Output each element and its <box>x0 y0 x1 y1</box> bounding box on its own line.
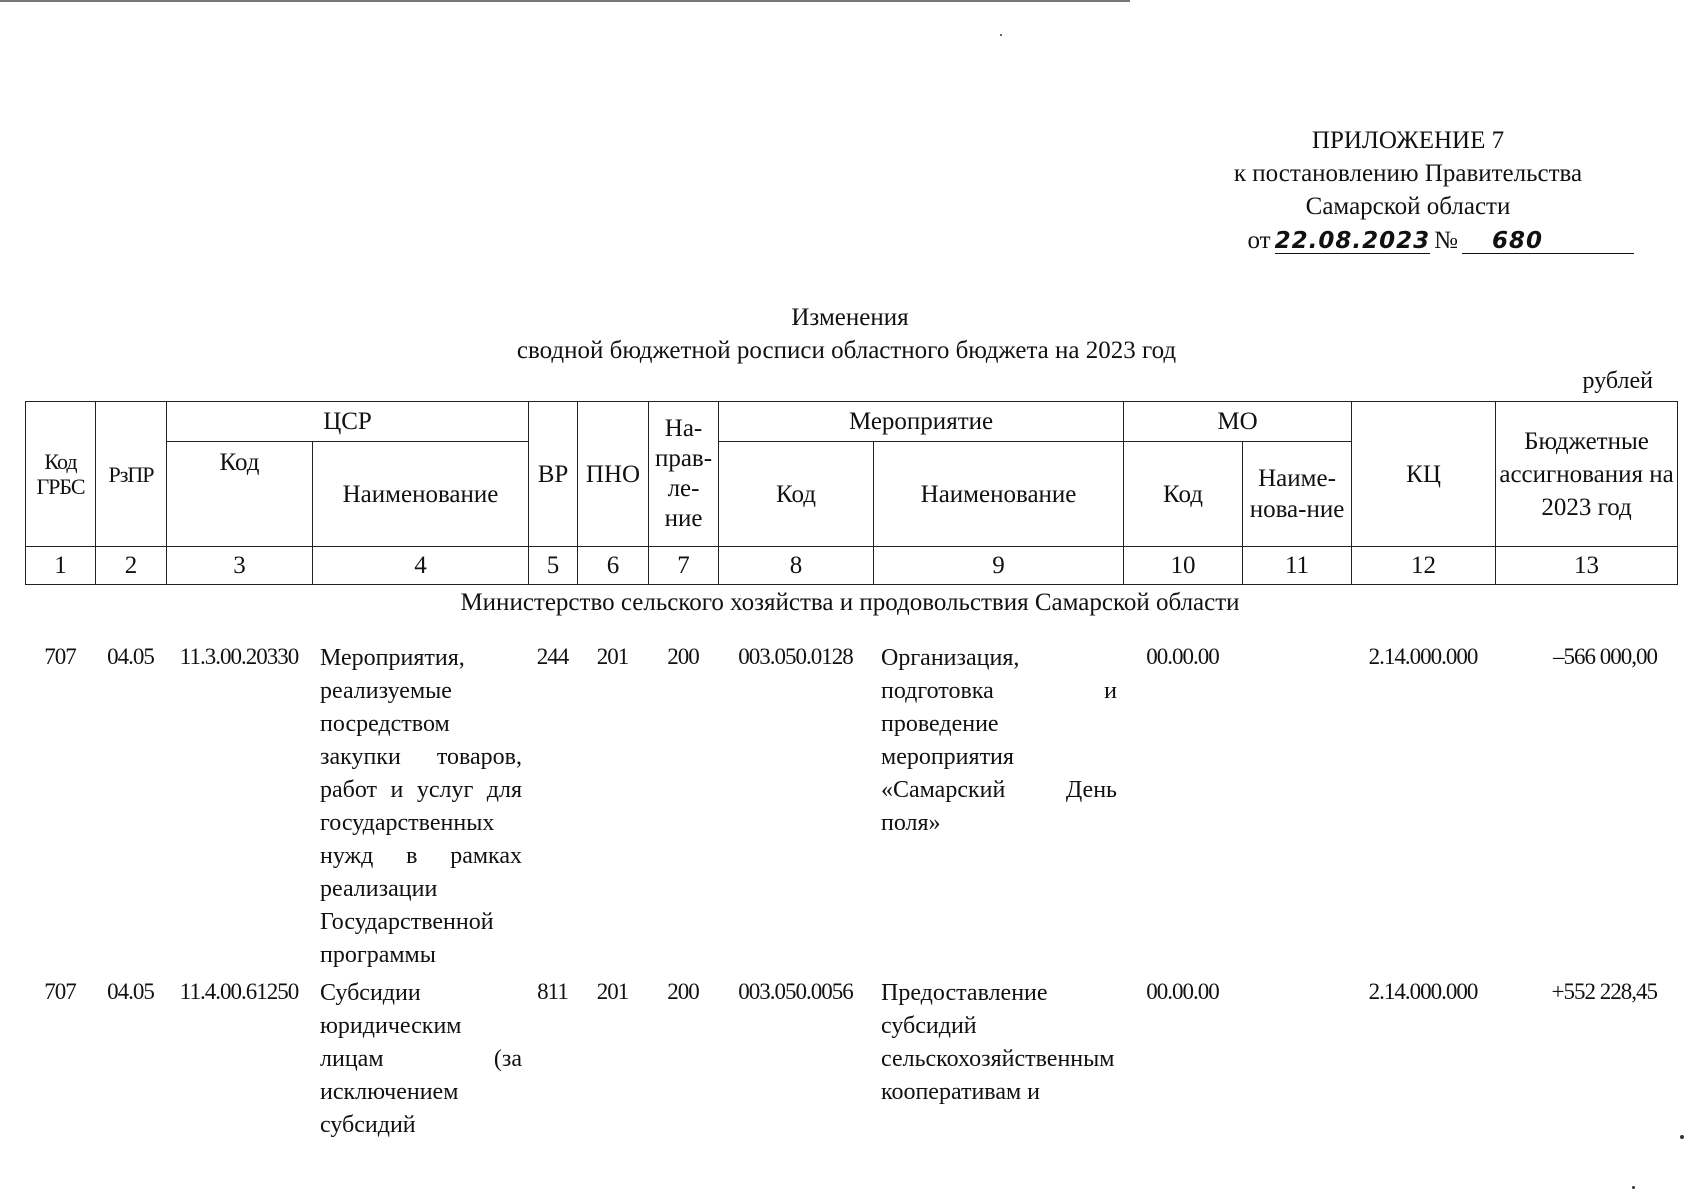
number-prefix: № <box>1434 227 1458 254</box>
cell-rzpr: 04.05 <box>107 979 154 1004</box>
cell-vr: 811 <box>537 979 568 1004</box>
header-mo-kod: Код <box>1124 442 1243 547</box>
table-row <box>25 977 1677 1197</box>
scan-speck <box>1000 34 1002 36</box>
column-number: 9 <box>874 547 1124 585</box>
scan-edge-line <box>0 0 1130 2</box>
cell-grbs: 707 <box>44 644 76 669</box>
column-number: 2 <box>96 547 167 585</box>
header-mo: МО <box>1124 402 1352 442</box>
header-csr-kod: Код <box>167 442 313 547</box>
column-number: 12 <box>1352 547 1496 585</box>
column-number: 13 <box>1496 547 1678 585</box>
handwritten-date: 22.08.2023 <box>1274 228 1431 254</box>
column-number: 6 <box>578 547 649 585</box>
cell-grbs: 707 <box>44 979 76 1004</box>
cell-rzpr: 04.05 <box>107 644 154 669</box>
header-kod-grbs: Код ГРБС <box>26 402 96 547</box>
cell-csr-name: Субсидии юридическим лицам (за исключением субсидий <box>320 980 522 1138</box>
header-budget: Бюджетные ассигнования на 2023 год <box>1496 402 1678 547</box>
appendix-block <box>1178 124 1638 257</box>
handwritten-number: 680 <box>1462 229 1634 254</box>
column-number: 10 <box>1124 547 1243 585</box>
units-label: рублей <box>1582 368 1653 394</box>
appendix-line-1: к постановлению Правительства <box>1233 160 1583 187</box>
column-number: 1 <box>26 547 96 585</box>
cell-napr: 200 <box>667 644 699 669</box>
document-title <box>0 301 1700 367</box>
column-number: 3 <box>167 547 313 585</box>
scan-speck <box>1632 1186 1635 1189</box>
header-kc: КЦ <box>1352 402 1496 547</box>
cell-mer-name: Организация, подготовка и проведение мероприятия «Самарский День поля» <box>881 645 1117 836</box>
cell-pno: 201 <box>596 979 629 1004</box>
header-vr: ВР <box>529 402 578 547</box>
date-prefix: от <box>1247 227 1271 254</box>
header-pno: ПНО <box>578 402 649 547</box>
document-title-line-1: Изменения <box>791 304 909 331</box>
header-meropriyatie: Мероприятие <box>719 402 1124 442</box>
appendix-date-line <box>1178 224 1638 257</box>
header-mer-kod: Код <box>719 442 874 547</box>
cell-amount: –566 000,00 <box>1553 644 1657 669</box>
cell-csr: 11.3.00.20330 <box>179 644 299 669</box>
header-mo-name: Наиме-нова-ние <box>1243 442 1352 547</box>
column-number: 11 <box>1243 547 1352 585</box>
appendix-line-2: Самарской области <box>1305 193 1511 220</box>
header-mer-name: Наименование <box>874 442 1124 547</box>
scan-speck <box>1680 1135 1684 1139</box>
cell-kc: 2.14.000.000 <box>1368 979 1478 1004</box>
cell-amount: +552 228,45 <box>1551 979 1657 1004</box>
cell-csr: 11.4.00.61250 <box>179 979 299 1004</box>
cell-csr-name: Мероприятия, реализуемые посредством закупки товаров, работ и услуг для государственных нужд в рамках реализации Государственной программы <box>320 645 522 968</box>
cell-mer-name: Предоставление субсидий сельскохозяйственным кооперативам и <box>881 980 1115 1105</box>
header-csr-name: Наименование <box>313 442 529 547</box>
table-row <box>25 642 1677 972</box>
appendix-title: ПРИЛОЖЕНИЕ 7 <box>1311 127 1505 154</box>
cell-vr: 244 <box>536 644 569 669</box>
document-title-line-2: сводной бюджетной росписи областного бюджета на 2023 год <box>516 337 1177 364</box>
ministry-heading: Министерство сельского хозяйства и продовольствия Самарской области <box>460 589 1240 616</box>
budget-table-header <box>25 401 1678 585</box>
cell-kc: 2.14.000.000 <box>1368 644 1478 669</box>
cell-pno: 201 <box>596 644 629 669</box>
cell-mer-kod: 003.050.0128 <box>738 644 853 669</box>
column-number: 4 <box>313 547 529 585</box>
cell-mer-kod: 003.050.0056 <box>738 979 853 1004</box>
cell-mo-kod: 00.00.00 <box>1146 979 1219 1004</box>
column-number: 5 <box>529 547 578 585</box>
cell-mo-kod: 00.00.00 <box>1146 644 1219 669</box>
column-number: 7 <box>649 547 719 585</box>
cell-napr: 200 <box>667 979 699 1004</box>
header-napravlenie: На-прав-ле-ние <box>649 402 719 547</box>
column-number: 8 <box>719 547 874 585</box>
header-rzpr: РзПР <box>96 402 167 547</box>
header-csr: ЦСР <box>167 402 529 442</box>
